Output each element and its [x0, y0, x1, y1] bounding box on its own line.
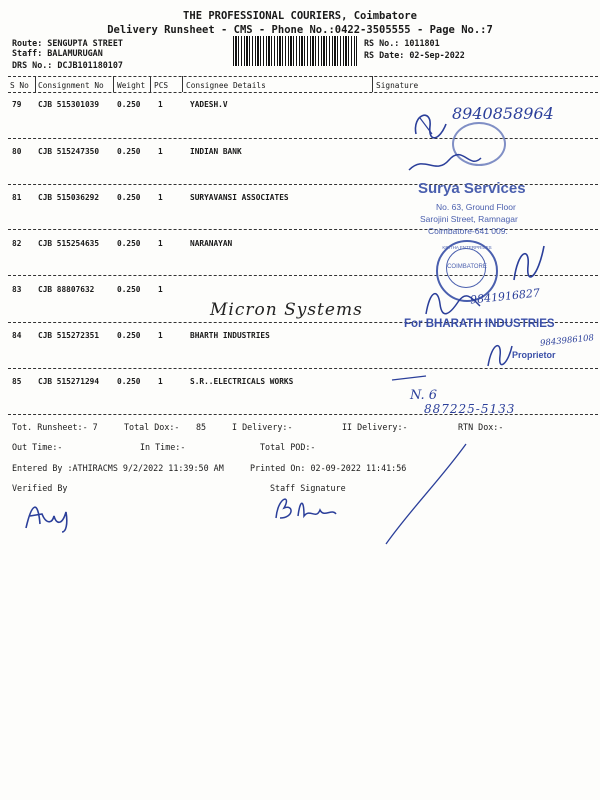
seal-center-text: COIMBATORE: [447, 264, 487, 270]
total-dox-label: Total Dox:-: [124, 422, 180, 432]
staff: Staff: BALAMURUGAN: [12, 48, 103, 58]
out-time: Out Time:-: [12, 442, 63, 452]
col-divider: [35, 76, 36, 92]
signature-scribble: [405, 150, 485, 178]
row-pcs: 1: [158, 377, 163, 386]
row-rule: [8, 138, 598, 139]
drs-number: DRS No.: DCJB101180107: [12, 60, 123, 70]
row-pcs: 1: [158, 147, 163, 156]
signature-scribble: [508, 240, 548, 284]
handwritten-phone: 9841916827: [469, 286, 541, 307]
row-sno: 83: [12, 285, 22, 294]
i-delivery: I Delivery:-: [232, 422, 293, 432]
col-divider: [113, 76, 114, 92]
row-weight: 0.250: [117, 331, 141, 340]
row-weight: 0.250: [117, 147, 141, 156]
row-pcs: 1: [158, 100, 163, 109]
row-weight: 0.250: [117, 285, 141, 294]
row-consignee: YADESH.V: [190, 100, 228, 109]
handwritten-phone: 8940858964: [452, 104, 554, 123]
col-header-signature: Signature: [376, 81, 419, 90]
total-runsheet: Tot. Runsheet:- 7: [12, 422, 98, 432]
row-sno: 82: [12, 239, 22, 248]
row-consignment: CJB 515247350: [38, 147, 100, 156]
row-consignment: CJB 88807632: [38, 285, 95, 294]
row-consignment: CJB 515301039: [38, 100, 100, 109]
row-pcs: 1: [158, 239, 163, 248]
rs-number: RS No.: 1011801: [364, 38, 440, 48]
diagonal-pen-stroke: [380, 440, 470, 550]
row-consignee: BHARTH INDUSTRIES: [190, 331, 270, 340]
signature-stroke: [390, 370, 430, 384]
col-header-consignee: Consignee Details: [186, 81, 266, 90]
verified-by-label: Verified By: [12, 483, 68, 493]
col-divider: [372, 76, 373, 92]
col-divider: [182, 76, 183, 92]
row-sno: 85: [12, 377, 22, 386]
seal-ring-text: KRITHA ENTERPRISES: [442, 245, 492, 250]
verified-signature: [22, 494, 82, 534]
row-sno: 80: [12, 147, 22, 156]
row-sno: 81: [12, 193, 22, 202]
ii-delivery: II Delivery:-: [342, 422, 408, 432]
rtn-dox: RTN Dox:-: [458, 422, 504, 432]
rs-date: RS Date: 02-Sep-2022: [364, 50, 465, 60]
row-consignment: CJB 515254635: [38, 239, 100, 248]
handwritten-note: N. 6: [410, 388, 438, 403]
staff-signature: [270, 490, 340, 524]
handwritten-consignee: Micron Systems: [210, 300, 363, 320]
row-consignment: CJB 515272351: [38, 331, 100, 340]
row-consignment: CJB 515271294: [38, 377, 100, 386]
row-pcs: 1: [158, 331, 163, 340]
row-weight: 0.250: [117, 377, 141, 386]
handwritten-phone: 9843986108: [539, 333, 595, 349]
in-time: In Time:-: [140, 442, 186, 452]
company-title: THE PROFESSIONAL COURIERS, Coimbatore: [183, 10, 417, 22]
row-consignee: NARANAYAN: [190, 239, 233, 248]
signature-scribble: [410, 104, 450, 144]
row-pcs: 1: [158, 285, 163, 294]
col-header-weight: Weight: [117, 81, 146, 90]
row-pcs: 1: [158, 193, 163, 202]
total-dox-value: 85: [196, 422, 207, 432]
total-pod: Total POD:-: [260, 442, 316, 452]
runsheet-title: Delivery Runsheet - CMS - Phone No.:0422-3505555 - Page No.:7: [107, 24, 493, 36]
col-divider: [150, 76, 151, 92]
row-consignee: INDIAN BANK: [190, 147, 242, 156]
row-sno: 84: [12, 331, 22, 340]
col-header-consignment: Consignment No: [38, 81, 104, 90]
table-top-rule: [8, 76, 598, 77]
stamp-surya-title: Surya Services: [418, 180, 526, 197]
entered-by: Entered By :ATHIRACMS 9/2/2022 11:39:50 AM: [12, 463, 224, 473]
col-header-pcs: PCS: [154, 81, 169, 90]
header-rule: [8, 92, 598, 93]
stamp-surya-address: Coimbatore-641 009.: [428, 226, 508, 236]
row-weight: 0.250: [117, 193, 141, 202]
stamp-surya-address: No. 63, Ground Floor: [436, 202, 516, 212]
row-rule: [8, 229, 598, 230]
signature-scribble: [484, 336, 514, 370]
row-weight: 0.250: [117, 239, 141, 248]
row-consignee: S.R..ELECTRICALS WORKS: [190, 377, 294, 386]
row-consignment: CJB 515036292: [38, 193, 100, 202]
printed-on: Printed On: 02-09-2022 11:41:56: [250, 463, 407, 473]
row-consignee: SURYAVANSI ASSOCIATES: [190, 193, 289, 202]
col-header-sno: S No: [10, 81, 29, 90]
barcode: [233, 36, 357, 66]
row-sno: 79: [12, 100, 22, 109]
route: Route: SENGUPTA STREET: [12, 38, 123, 48]
row-weight: 0.250: [117, 100, 141, 109]
handwritten-note: 887225-5133: [424, 402, 516, 416]
staff-signature-label: Staff Signature: [270, 483, 346, 493]
stamp-proprietor: Proprietor: [512, 350, 556, 360]
stamp-surya-address: Sarojini Street, Ramnagar: [420, 214, 518, 224]
stamp-bharath: For BHARATH INDUSTRIES: [404, 318, 555, 330]
